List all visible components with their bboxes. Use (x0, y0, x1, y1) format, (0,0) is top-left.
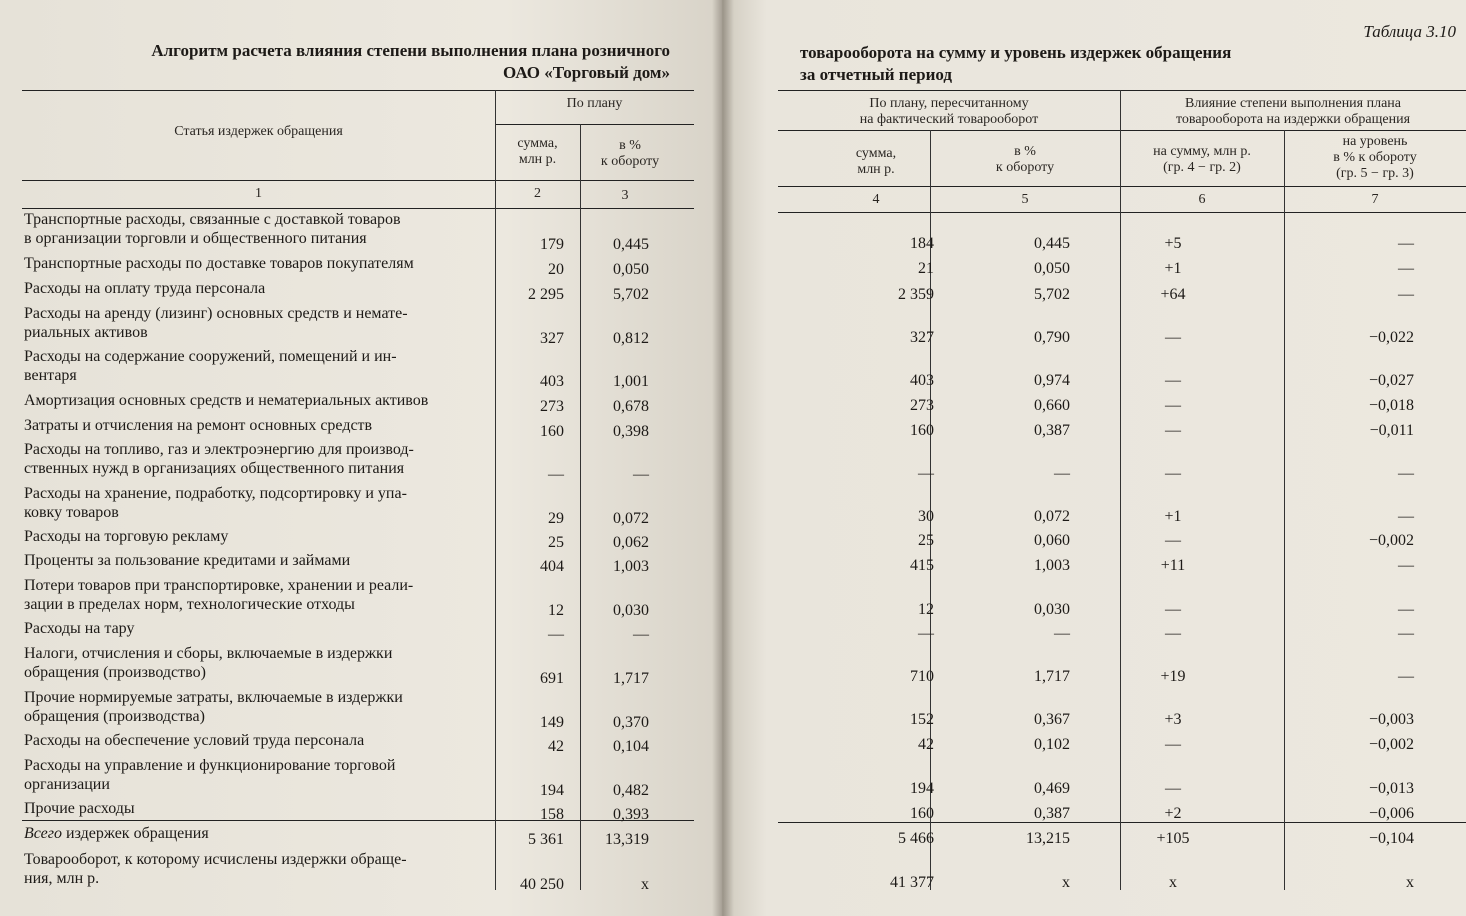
row-label: Налоги, отчисления и сборы, включаемые в издержки обращения (производство) (24, 645, 393, 681)
cell-c7: −0,018 (1368, 397, 1414, 414)
header-recalc-sum: сумма, млн р. (855, 146, 897, 177)
cell-c6: +11 (1160, 557, 1186, 574)
cell-c3: 13,319 (605, 831, 649, 848)
colnum-6: 6 (1198, 192, 1206, 207)
cell-c4: — (918, 465, 934, 482)
cell-c7: −0,013 (1368, 780, 1414, 797)
row-label: Расходы на торговую рекламу (24, 528, 229, 545)
cell-c5: 0,387 (1034, 422, 1070, 439)
row-label: Расходы на обеспечение условий труда персонала (24, 732, 365, 749)
row-label: Транспортные расходы по доставке товаров покупателям (24, 255, 414, 272)
cell-c5: 0,469 (1034, 780, 1070, 797)
cell-c2: 40 250 (520, 876, 564, 893)
cell-c7: −0,002 (1368, 736, 1414, 753)
cell-c4: 42 (918, 736, 934, 753)
colnum-2: 2 (534, 186, 541, 201)
cell-c4: 21 (918, 260, 934, 277)
row-label: Товарооборот, к которому исчислены издержки обраще- ния, млн р. (24, 851, 407, 887)
cell-c7: — (1398, 601, 1414, 618)
row-label: Расходы на топливо, газ и электроэнергию для производ- ственных нужд в организациях общественного питания (24, 441, 414, 477)
cell-c3: 0,050 (613, 261, 649, 278)
cell-c7: — (1398, 260, 1414, 277)
cell-c7: — (1398, 286, 1414, 303)
cell-c3: 1,717 (613, 670, 649, 687)
cell-c7: −0,104 (1368, 830, 1414, 847)
cell-c7: — (1398, 508, 1414, 525)
cell-c3: 1,001 (613, 373, 649, 390)
cell-c2: 194 (540, 782, 564, 799)
cell-c4: 5 466 (898, 830, 934, 847)
r-col-divider-2 (1120, 90, 1121, 890)
cell-c4: 194 (910, 780, 934, 797)
cell-c5: 1,003 (1034, 557, 1070, 574)
row-label: Расходы на управление и функционирование торговой организации (24, 757, 396, 793)
table-title-right: товарооборота на сумму и уровень издержек обращения за отчетный период (800, 43, 1232, 84)
colnum-3: 3 (621, 188, 629, 203)
colnum-5: 5 (1021, 192, 1029, 207)
cell-c3: 0,062 (613, 534, 649, 551)
cell-c2: 179 (540, 236, 564, 253)
header-infl-sum: на сумму, млн р. (гр. 4 − гр. 2) (1153, 144, 1251, 175)
cell-c2: — (548, 626, 564, 643)
cell-c4: 710 (910, 668, 934, 685)
colnum-4: 4 (872, 192, 880, 207)
cell-c4: 152 (910, 711, 934, 728)
cell-c7: — (1398, 625, 1414, 642)
cell-c4: 160 (910, 422, 934, 439)
cell-c5: 13,215 (1026, 830, 1070, 847)
cell-c4: 41 377 (890, 874, 934, 891)
cell-c3: 1,003 (613, 558, 649, 575)
cell-c5: 5,702 (1034, 286, 1070, 303)
cell-c3: 0,678 (613, 398, 649, 415)
cell-c5: 1,717 (1034, 668, 1070, 685)
header-plan-pct: в % к обороту (600, 138, 660, 169)
cell-c7: — (1398, 235, 1414, 252)
colnum-7: 7 (1371, 192, 1379, 207)
cell-c3: x (641, 876, 649, 893)
cell-c6: — (1165, 736, 1181, 753)
cell-c2: 25 (548, 534, 564, 551)
row-label: Расходы на хранение, подработку, подсортировку и упа- ковку товаров (24, 485, 407, 521)
r-col-divider-3 (1284, 130, 1285, 890)
plan-sub-rule (495, 124, 694, 125)
cell-c5: 0,072 (1034, 508, 1070, 525)
cell-c2: 158 (540, 806, 564, 823)
cell-c2: 149 (540, 714, 564, 731)
cell-c4: 415 (910, 557, 934, 574)
header-plan: По плану (566, 96, 623, 111)
cell-c2: 12 (548, 602, 564, 619)
cell-c3: 0,104 (613, 738, 649, 755)
cell-c5: x (1062, 874, 1070, 891)
header-recalc: По плану, пересчитанному на фактический товарооборот (859, 96, 1039, 127)
cell-c2: 273 (540, 398, 564, 415)
cell-c6: +1 (1164, 260, 1182, 277)
cell-c6: — (1165, 780, 1181, 797)
header-bottom-rule (22, 208, 694, 209)
cell-c6: — (1165, 601, 1181, 618)
cell-c2: 29 (548, 510, 564, 527)
cell-c7: — (1398, 557, 1414, 574)
cell-c5: 0,660 (1034, 397, 1070, 414)
right-page (722, 0, 1466, 916)
cell-c6: +19 (1160, 668, 1186, 685)
cell-c6: +105 (1156, 830, 1190, 847)
cell-c6: — (1165, 372, 1181, 389)
cell-c3: 0,398 (613, 423, 649, 440)
cell-c3: 0,030 (613, 602, 649, 619)
colnum-1: 1 (255, 186, 262, 201)
cell-c3: 0,393 (613, 806, 649, 823)
r-header-bottom-rule (778, 212, 1466, 213)
row-label: Расходы на аренду (лизинг) основных средств и немате- риальных активов (24, 305, 408, 341)
cell-c6: +3 (1164, 711, 1182, 728)
cell-c7: — (1398, 668, 1414, 685)
cell-c5: 0,367 (1034, 711, 1070, 728)
cell-c5: 0,102 (1034, 736, 1070, 753)
row-label: Потери товаров при транспортировке, хранении и реали- зации в пределах норм, технологические отходы (24, 577, 414, 613)
cell-c4: 403 (910, 372, 934, 389)
header-plan-sum: сумма, млн р. (517, 136, 558, 167)
cell-c5: 0,974 (1034, 372, 1070, 389)
cell-c4: 327 (910, 329, 934, 346)
cell-c3: 0,482 (613, 782, 649, 799)
cell-c5: 0,790 (1034, 329, 1070, 346)
cell-c6: — (1165, 329, 1181, 346)
cell-c2: 327 (540, 330, 564, 347)
cell-c7: −0,003 (1368, 711, 1414, 728)
cell-c4: 273 (910, 397, 934, 414)
r-header-mid-rule (778, 186, 1466, 187)
table-number: Таблица 3.10 (1363, 22, 1456, 41)
cell-c5: 0,030 (1034, 601, 1070, 618)
cell-c2: 403 (540, 373, 564, 390)
cell-c7: −0,022 (1368, 329, 1414, 346)
cell-c7: −0,011 (1369, 422, 1414, 439)
cell-c2: 42 (548, 738, 564, 755)
cell-c3: — (633, 466, 649, 483)
row-label: Расходы на содержание сооружений, помещений и ин- вентаря (24, 348, 397, 384)
header-recalc-pct: в % к обороту (995, 144, 1055, 175)
r-header-top-rule (778, 90, 1466, 91)
cell-c4: 160 (910, 805, 934, 822)
cell-c4: 2 359 (898, 286, 934, 303)
cell-c5: 0,445 (1034, 235, 1070, 252)
cell-c4: 12 (918, 601, 934, 618)
cell-c3: 0,072 (613, 510, 649, 527)
cell-c5: 0,387 (1034, 805, 1070, 822)
cell-c7: x (1406, 874, 1414, 891)
col-divider-1 (495, 90, 496, 890)
r-sub-rule (778, 130, 1466, 131)
row-label: Всего издержек обращения (24, 825, 209, 842)
cell-c7: — (1398, 465, 1414, 482)
row-label: Прочие расходы (24, 800, 135, 817)
cell-c6: — (1165, 532, 1181, 549)
cell-c6: +5 (1164, 235, 1182, 252)
header-infl-lvl: на уровень в % к обороту (гр. 5 − гр. 3) (1333, 134, 1417, 181)
cell-c5: — (1054, 465, 1070, 482)
cell-c2: 404 (540, 558, 564, 575)
cell-c6: — (1165, 397, 1181, 414)
cell-c4: — (918, 625, 934, 642)
cell-c6: — (1165, 625, 1181, 642)
cell-c5: — (1054, 625, 1070, 642)
row-label: Прочие нормируемые затраты, включаемые в издержки обращения (производства) (24, 689, 403, 725)
row-label: Проценты за пользование кредитами и займами (24, 552, 351, 569)
cell-c6: — (1165, 465, 1181, 482)
cell-c2: — (548, 466, 564, 483)
cell-c2: 2 295 (528, 286, 564, 303)
cell-c2: 20 (548, 261, 564, 278)
header-influence: Влияние степени выполнения плана товарооборота на издержки обращения (1175, 96, 1411, 127)
header-article: Статья издержек обращения (174, 124, 343, 139)
cell-c3: 5,702 (613, 286, 649, 303)
cell-c3: — (633, 626, 649, 643)
cell-c6: x (1169, 874, 1177, 891)
left-page (0, 0, 722, 916)
row-label: Транспортные расходы, связанные с доставкой товаров в организации торговли и общественного питания (24, 211, 401, 247)
cell-c4: 184 (910, 235, 934, 252)
cell-c2: 160 (540, 423, 564, 440)
table-title-left: Алгоритм расчета влияния степени выполнения плана розничного ОАО «Торговый дом» (151, 41, 670, 82)
cell-c6: +64 (1160, 286, 1186, 303)
col-divider-2 (580, 124, 581, 890)
cell-c5: 0,050 (1034, 260, 1070, 277)
cell-c3: 0,445 (613, 236, 649, 253)
row-label: Расходы на оплату труда персонала (24, 280, 266, 297)
cell-c7: −0,002 (1368, 532, 1414, 549)
cell-c2: 691 (540, 670, 564, 687)
cell-c4: 25 (918, 532, 934, 549)
cell-c7: −0,006 (1368, 805, 1414, 822)
book-gutter (712, 0, 734, 916)
header-mid-rule (22, 180, 694, 181)
header-top-rule (22, 90, 694, 91)
cell-c3: 0,370 (613, 714, 649, 731)
row-label: Расходы на тару (24, 620, 135, 637)
cell-c3: 0,812 (613, 330, 649, 347)
cell-c5: 0,060 (1034, 532, 1070, 549)
row-label: Амортизация основных средств и нематериальных активов (24, 392, 429, 409)
cell-c6: +2 (1164, 805, 1182, 822)
row-label: Затраты и отчисления на ремонт основных средств (24, 417, 373, 434)
cell-c2: 5 361 (528, 831, 564, 848)
cell-c6: — (1165, 422, 1181, 439)
cell-c6: +1 (1164, 508, 1182, 525)
cell-c4: 30 (918, 508, 934, 525)
cell-c7: −0,027 (1368, 372, 1414, 389)
